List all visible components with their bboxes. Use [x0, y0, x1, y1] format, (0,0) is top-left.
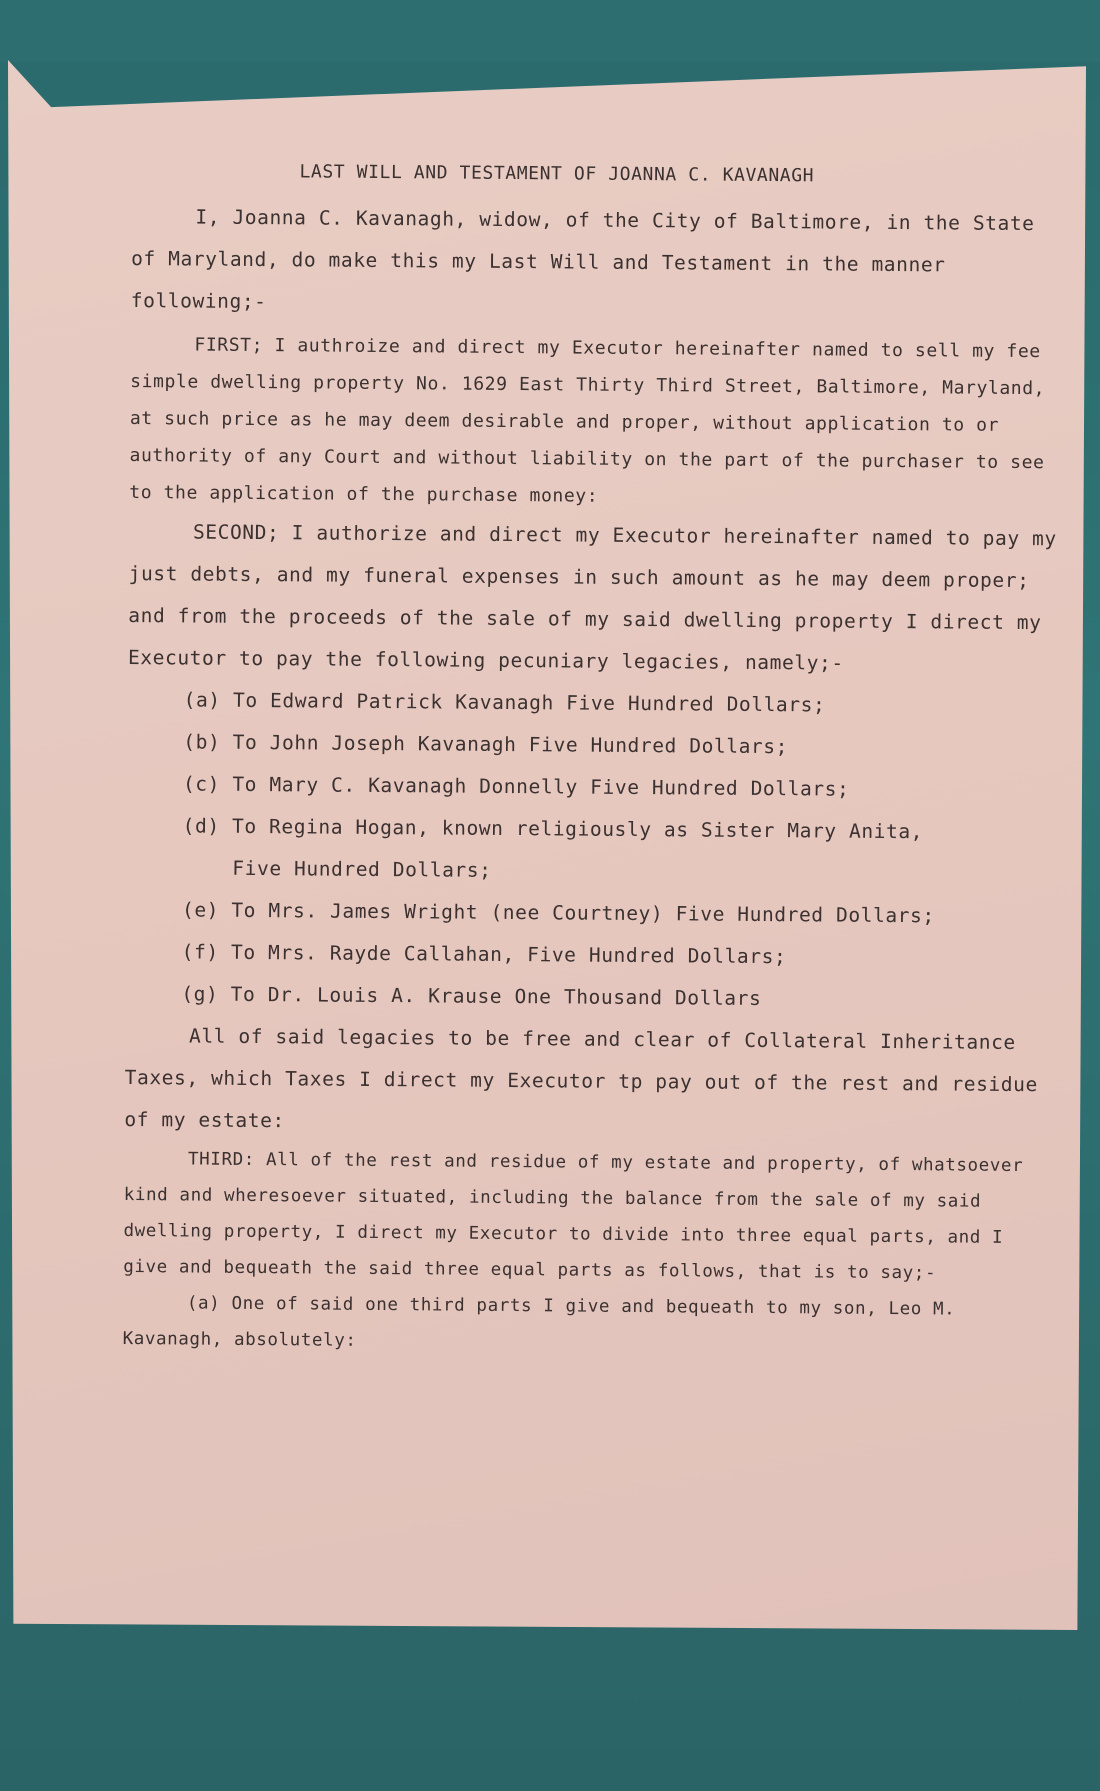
legacy-d-line2: Five Hundred Dollars; [232, 856, 492, 882]
legacy-f: (f) To Mrs. Rayde Callahan, Five Hundred Dollars; [181, 940, 787, 969]
third-clause: THIRD: All of the rest and residue of my estate and property, of whatsoever kind and wheresoever situated, including the balance from the sale of my said dwelling property, I direct my Executor to divide into three equal parts, and I give and bequeath the said three equal parts as follows, that is to say;- [123, 1149, 1024, 1284]
legacy-e: (e) To Mrs. James Wright (nee Courtney) Five Hundred Dollars; [181, 898, 935, 928]
document-title: LAST WILL AND TESTAMENT OF JOANNA C. KAVANAGH [299, 161, 815, 187]
will-text [123, 150, 1062, 1364]
legacy-d-line1: (d) To Regina Hogan, known religiously as Sister Mary Anita, [182, 814, 924, 844]
legacy-b: (b) To John Joseph Kavanagh Five Hundred Dollars; [183, 730, 789, 759]
legacy-d [126, 805, 1057, 896]
taxes-clause: All of said legacies to be free and clear of Collateral Inheritance Taxes, which Taxes I direct my Executor tp pay out of the rest and residue of my estate: [124, 1024, 1038, 1133]
first-clause: FIRST; I authroize and direct my Executor hereinafter named to sell my fee simple dwelling property No. 1629 East Thirty Third Street, Baltimore, Maryland, at such price as he may deem desirable and proper, without application to or authority of any Court and without liability on the part of the purchaser to see to the application of the purchase money: [129, 334, 1046, 507]
second-clause: SECOND; I authorize and direct my Executor hereinafter named to pay my just debts, and my funeral expenses in such amount as he may deem proper; and from the proceeds of the sale of my said dwelling property I direct my Executor to pay the following pecuniary legacies, namely;- [127, 520, 1057, 675]
third-clause-a: (a) One of said one third parts I give and bequeath to my son, Leo M. Kavanagh, absolutely: [122, 1293, 956, 1351]
legacy-a: (a) To Edward Patrick Kavanagh Five Hundred Dollars; [183, 688, 826, 717]
legacy-g: (g) To Dr. Louis A. Krause One Thousand Dollars [181, 982, 762, 1010]
intro-paragraph: I, Joanna C. Kavanagh, widow, of the City of Baltimore, in the State of Maryland, do make this my Last Will and Testament in the manner following;- [130, 205, 1035, 314]
folder-flap [0, 0, 1100, 62]
legacy-c: (c) To Mary C. Kavanagh Donnelly Five Hundred Dollars; [182, 772, 850, 801]
